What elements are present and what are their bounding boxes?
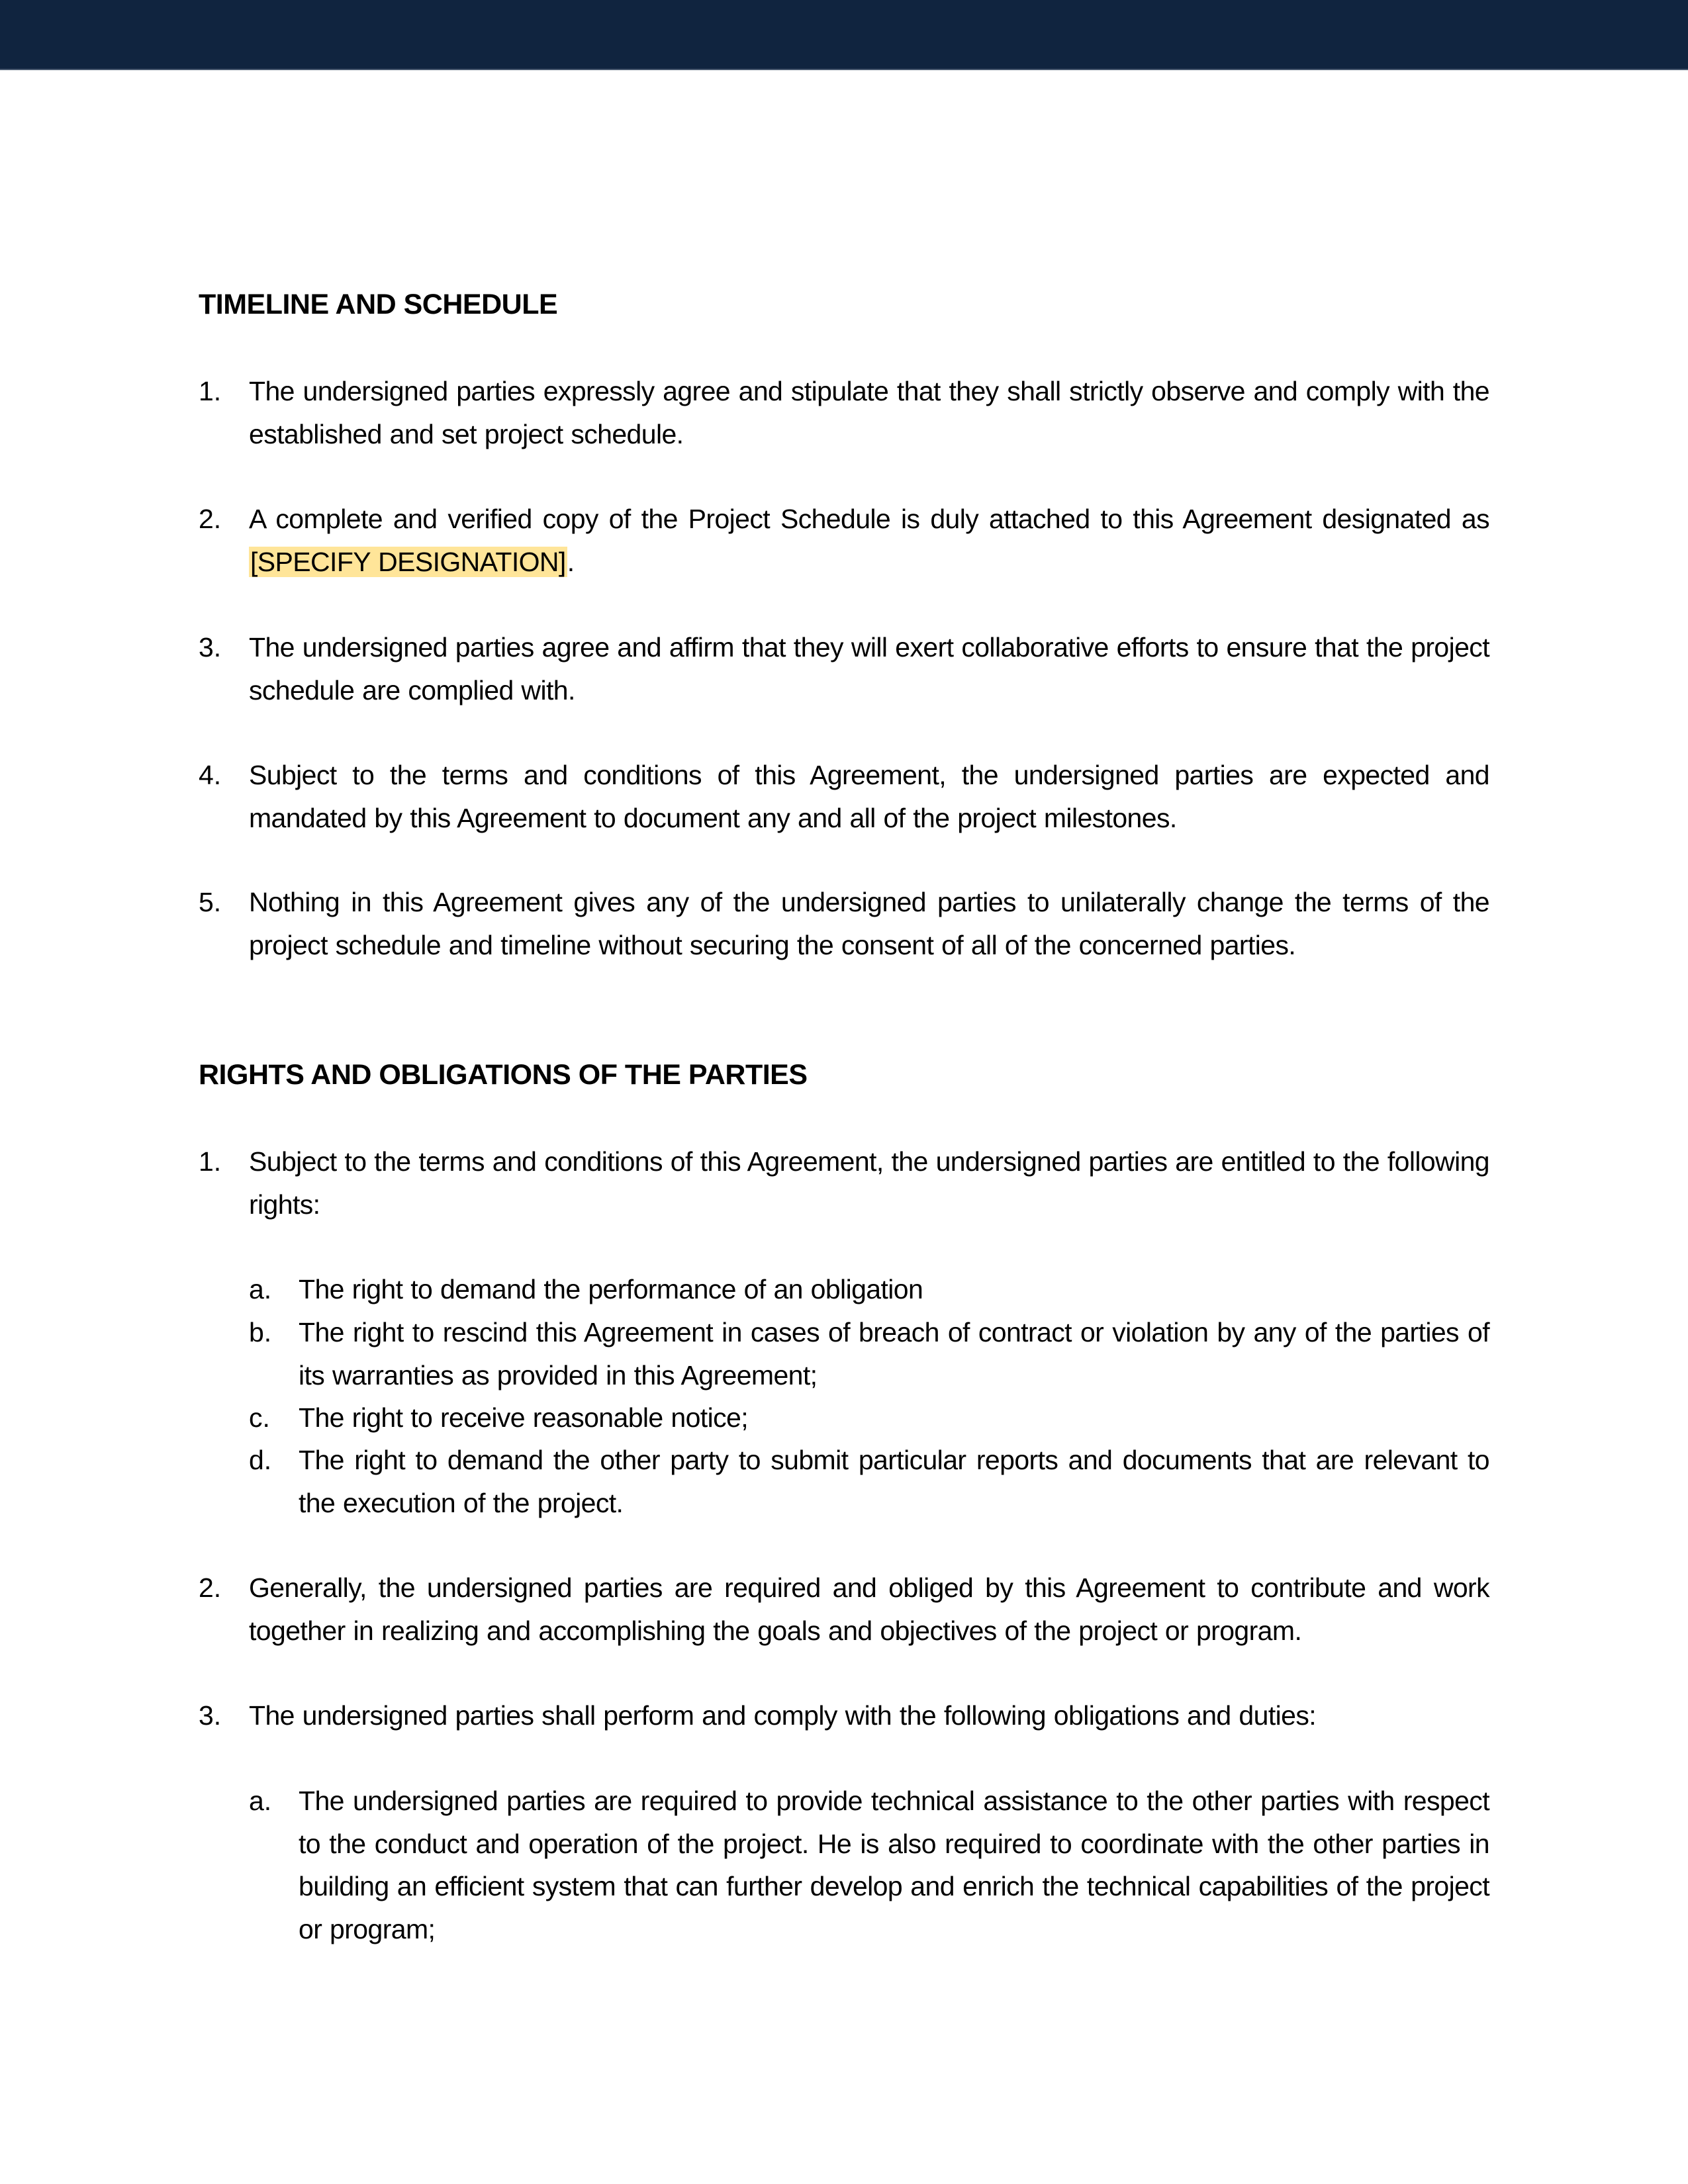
rights-subitem-d	[249, 1439, 1489, 1524]
list-text: Nothing in this Agreement gives any of the undersigned parties to unilaterally change the terms of the project schedule and timeline without securing the consent of all of the concerned parties.	[249, 887, 1489, 960]
header-bar	[0, 0, 1688, 70]
sublist-letter: a.	[249, 1274, 272, 1304]
rights-item-1	[199, 1140, 1489, 1226]
rights-item-2	[199, 1567, 1489, 1652]
list-text: The undersigned parties agree and affirm that they will exert collaborative efforts to ensure that the project schedule are complied with.	[249, 632, 1489, 705]
timeline-item-3	[199, 626, 1489, 711]
list-text-before: A complete and verified copy of the Project Schedule is duly attached to this Agreement designated as	[249, 504, 1489, 534]
sublist-letter: a.	[249, 1786, 272, 1816]
rights-subitem-c	[249, 1396, 1489, 1439]
section-heading-rights: RIGHTS AND OBLIGATIONS OF THE PARTIES	[199, 1059, 808, 1091]
sublist-text: The right to rescind this Agreement in cases of breach of contract or violation by any of the parties of its warranties as provided in this Agreement;	[299, 1317, 1489, 1390]
sublist-text: The right to demand the performance of an obligation	[299, 1274, 923, 1304]
list-number: 4.	[199, 760, 222, 790]
timeline-item-5	[199, 881, 1489, 966]
list-number: 1.	[199, 1146, 222, 1177]
list-text	[249, 498, 1489, 583]
section-heading-timeline: TIMELINE AND SCHEDULE	[199, 289, 558, 320]
list-text: Subject to the terms and conditions of this Agreement, the undersigned parties are expected and mandated by this Agreement to document any and all of the project milestones.	[249, 760, 1489, 833]
designation-placeholder[interactable]: [SPECIFY DESIGNATION]	[250, 546, 566, 577]
list-number: 3.	[199, 1700, 222, 1731]
obligations-subitem-a	[249, 1780, 1489, 1950]
list-text: Subject to the terms and conditions of this Agreement, the undersigned parties are entitled to the following rights:	[249, 1146, 1489, 1220]
timeline-item-1	[199, 370, 1489, 455]
list-text: The undersigned parties expressly agree and stipulate that they shall strictly observe and comply with the established and set project schedule.	[249, 376, 1489, 449]
sublist-letter: b.	[249, 1317, 272, 1347]
sublist-letter: c.	[249, 1402, 270, 1433]
rights-subitem-a	[249, 1268, 1489, 1311]
timeline-item-4	[199, 754, 1489, 839]
sublist-text: The right to receive reasonable notice;	[299, 1402, 749, 1433]
list-text: Generally, the undersigned parties are required and obliged by this Agreement to contribute and work together in realizing and accomplishing the goals and objectives of the project or program.	[249, 1572, 1489, 1646]
list-number: 1.	[199, 376, 222, 406]
sublist-text: The right to demand the other party to submit particular reports and documents that are relevant to the execution of the project.	[299, 1445, 1489, 1518]
rights-subitem-b	[249, 1311, 1489, 1396]
sublist-letter: d.	[249, 1445, 272, 1475]
timeline-item-2	[199, 498, 1489, 583]
rights-item-3	[199, 1694, 1489, 1737]
list-text-after: .	[567, 546, 575, 577]
list-number: 2.	[199, 1572, 222, 1603]
list-text: The undersigned parties shall perform and comply with the following obligations and duties:	[249, 1700, 1317, 1731]
list-number: 2.	[199, 504, 222, 534]
list-number: 5.	[199, 887, 222, 917]
list-number: 3.	[199, 632, 222, 662]
sublist-text: The undersigned parties are required to provide technical assistance to the other parties with respect to the conduct and operation of the project. He is also required to coordinate with the other parties in building an efficient system that can further develop and enrich the technical capabilities of the project or program;	[299, 1786, 1489, 1944]
